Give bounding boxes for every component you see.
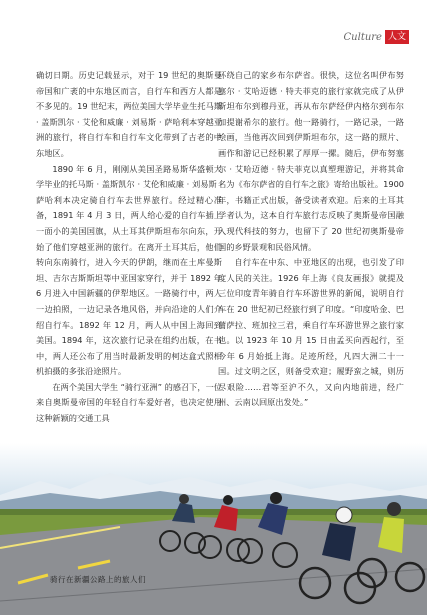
cyclists-photo — [0, 443, 427, 615]
right-column — [218, 68, 404, 411]
paragraph: 自行车在中东、中亚地区的出现，也引发了印度人民的关注。1926 年上海《良友画报》就提及三位印度青年骑自行车环游世界的新闻，说明自行车在 20 世纪初已经旅行到了印度。“印度哈金、巴蒲萨拉、班加拉三君，乘自行车环游世界之旅行家也。以 1923 年 10 月 15 日由孟买向西起行，至今年 6 月始抵上海。足迹所经，凡四大洲二十一国。过文明之区，则备受欢迎；履野蛮之城，则历尽艰险……君等至沪不久，又向内地前进，经广州、云南以回原出发处。” — [218, 257, 404, 408]
photo-caption: 骑行在新疆公路上的旅人们 — [50, 575, 146, 584]
section-label-en: Culture — [343, 31, 382, 43]
section-label-cn: 人文 — [385, 30, 409, 44]
paragraph: 环绕自己的家乡布尔萨省。很快，这位名叫伊布努塞尔 · 艾哈迈德 · 特夫菲克的旅行家就完成了从伊斯坦布尔到穆丹亚，再从布尔萨经伊内格尔到布尔加提谢希尔的旅行。他一路骑行，一路记录，一路绘画，当他再次回到伊斯坦布尔，这一路的照片、画作和游记已经积累了厚厚一摞。随后，伊布努塞尔 · 艾哈迈德 · 特夫菲克以真塑理游记，并将其命名为《布尔萨省的自行车之旅》寄给出版社。1900 年，书籍正式出版，备受读者欢迎。后来的土耳其学者认为，这本自行车旅行志反映了奥斯曼帝国融入现代科技的努力，也留下了 20 世纪初奥斯曼帝国的乡野景观和民俗风情。 — [218, 70, 404, 252]
left-column — [36, 68, 222, 427]
section-header — [344, 30, 409, 44]
paragraph: 1890 年 6 月，刚刚从美国圣路易斯华盛顿大学毕业的托马斯 · 盖斯凯尔 · 艾伦和威廉 · 刘易斯 · 萨哈利本决定骑自行车去世界旅行。经过精心准备，1891 年 4 月 3 日，两人给心爱的自行车插上一面小的美国国旗，从土耳其伊斯坦布尔向东，开始了他们穿越亚洲的旅行。在离开土耳其后，他们转向东南骑行，进入今天的伊朗，继而在土库曼斯坦、吉尔吉斯斯坦等中亚国家穿行，并于 1892 年 6 月进入中国新疆的伊犁地区。一路骑行中，两人一边拍照，一边记录各地风俗，并向沿途的人们介绍自行车。1892 年 12 月，两人从中国上海回到美国。1894 年，这次旅行记录在组约出版，在书中，两人还公布了用当时最新发明的柯达盒式照相机拍摄的多张沿途照片。 — [36, 163, 222, 377]
paragraph: 在两个美国大学生 “骑行亚洲” 的感召下，一位来自奥斯曼帝国的年轻自行车爱好者，也决定使用这种新颖的交通工具 — [36, 381, 222, 424]
paragraph: 确切日期。历史记载显示，对于 19 世纪的奥斯曼帝国和广袤的中东地区而言，自行车和西方人都是不多见的。19 世纪末，两位美国大学毕业生托马斯 · 盖斯凯尔 · 艾伦和威廉 · 刘易斯 · 萨哈利本穿越亚洲的旅行，将自行车和自行车文化带到了古老的中东地区。 — [36, 70, 222, 158]
